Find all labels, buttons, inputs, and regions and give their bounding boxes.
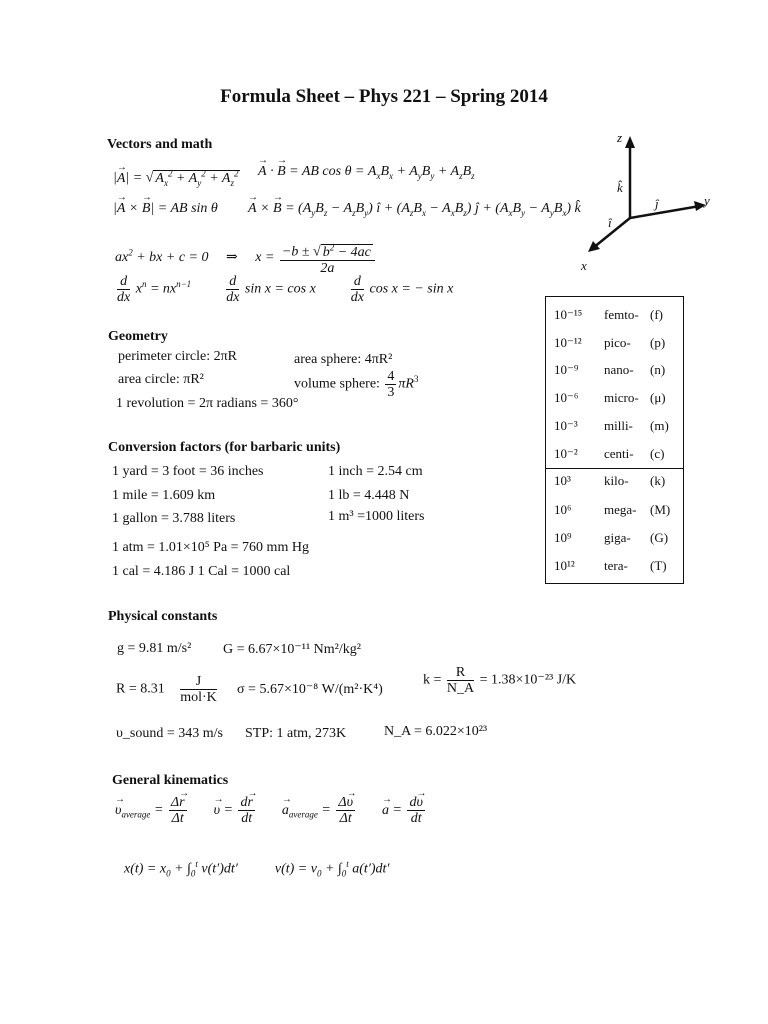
prefix-symbol: (m)	[650, 418, 669, 433]
constant-g: g = 9.81 m/s²	[117, 641, 192, 656]
formula-cross-magnitude: |→ A × → B| = AB sin θ	[113, 201, 218, 217]
section-heading-constants: Physical constants	[108, 609, 218, 624]
prefix-power: 10⁻³	[554, 418, 578, 433]
coordinate-axes-diagram	[575, 130, 725, 275]
gas-constant-value: R = 8.31	[116, 681, 165, 697]
formula-dot-product: → A · → B = AB $\cos \theta = A_xB_x + A_yB_y + A_zB_z$	[258, 164, 475, 181]
unit-vector-k: k̂	[617, 180, 623, 195]
prefix-power: 10⁻¹⁵	[554, 307, 583, 322]
unit-vector-j: ĵ	[655, 196, 659, 211]
prefix-name: centi-	[604, 446, 634, 461]
prefix-symbol: (μ)	[650, 390, 666, 405]
axis-label-x: x	[581, 258, 587, 273]
gas-constant-unit-numerator: J	[180, 674, 217, 690]
si-prefix-table	[545, 296, 684, 584]
prefix-power: 10⁶	[554, 502, 572, 517]
prefix-symbol: (k)	[650, 473, 666, 488]
axis-label-z: z	[617, 130, 623, 145]
section-heading-conversion: Conversion factors (for barbaric units)	[108, 440, 341, 455]
constant-speed-of-sound: υ_sound = 343 m/s	[116, 726, 224, 741]
constant-boltzmann	[423, 665, 576, 696]
constant-gas-constant	[116, 674, 219, 705]
boltzmann-denominator: N_A	[446, 681, 475, 696]
axis-label-y: y	[704, 193, 710, 208]
conversion-mile: 1 mile = 1.609 km	[112, 488, 216, 503]
prefix-power: 10⁹	[554, 530, 572, 545]
prefix-symbol: (T)	[650, 558, 667, 573]
conversion-cal: 1 cal = 4.186 J 1 Cal = 1000 cal	[112, 564, 291, 579]
prefix-symbol: (p)	[650, 335, 666, 350]
prefix-name: milli-	[604, 418, 633, 433]
prefix-name: nano-	[604, 362, 634, 377]
geometry-volume-sphere: volume sphere: $\frac{4}{3}$ $\pi R^3$	[294, 369, 419, 400]
prefix-power: 10⁻⁶	[554, 390, 579, 405]
prefix-power: 10¹²	[554, 558, 575, 573]
constant-gravitational: G = 6.67×10⁻¹¹ Nm²/kg²	[223, 642, 361, 657]
prefix-name: kilo-	[604, 473, 629, 488]
prefix-name: tera-	[604, 558, 628, 573]
formula-vector-magnitude: |→ A| = √ $A_x^2 + A_y^2 + A_z^2$	[113, 168, 240, 187]
prefix-power: 10³	[554, 473, 571, 488]
conversion-cubic-meter: 1 m³ =1000 liters	[328, 509, 425, 524]
conversion-inch: 1 inch = 2.54 cm	[328, 464, 423, 479]
boltzmann-numerator: R	[447, 665, 474, 681]
formula-kinematics-integrals: $x(t) = x_0 + \int_0^t$ v(t′)dt′ $v(t) = v_0 + \int_0^t$ a(t′)dt′	[124, 859, 390, 879]
geometry-revolution: 1 revolution = 2π radians = 360°	[116, 396, 299, 411]
conversion-atm: 1 atm = 1.01×10⁵ Pa = 760 mm Hg	[112, 540, 309, 555]
section-heading-kinematics: General kinematics	[112, 773, 229, 788]
section-heading-vectors: Vectors and math	[107, 137, 213, 152]
prefix-name: mega-	[604, 502, 637, 517]
prefix-name: femto-	[604, 307, 639, 322]
prefix-symbol: (M)	[650, 502, 671, 517]
prefix-power: 10⁻⁹	[554, 362, 579, 377]
geometry-volume-sphere-label: volume sphere:	[294, 376, 380, 392]
geometry-area-circle: area circle: πR²	[118, 372, 204, 387]
formula-quadratic-equation: $ax^2$ + bx + c = 0 ⇒ x = $\frac{-b \pm √ b^2 - 4ac}{2a}$	[115, 240, 377, 276]
prefix-symbol: (n)	[650, 362, 666, 377]
prefix-name: pico-	[604, 335, 631, 350]
section-heading-geometry: Geometry	[108, 329, 168, 344]
conversion-gallon: 1 gallon = 3.788 liters	[112, 511, 236, 526]
constant-avogadro: N_A = 6.022×10²³	[384, 724, 488, 739]
formula-derivatives: $\frac{d}{dx}$ $x^n = nx^{n-1}$ $\frac{d}{dx}$ sin x = cos x $\frac{d}{dx}$ cos x = − sin x	[117, 274, 454, 305]
prefix-symbol: (c)	[650, 446, 665, 461]
prefix-power: 10⁻²	[554, 446, 578, 461]
constant-stefan-boltzmann: σ = 5.67×10⁻⁸ W/(m²·K⁴)	[237, 682, 383, 697]
prefix-power: 10⁻¹²	[554, 335, 582, 350]
conversion-lb: 1 lb = 4.448 N	[328, 488, 410, 503]
prefix-symbol: (G)	[650, 530, 669, 545]
geometry-perimeter-circle: perimeter circle: 2πR	[118, 349, 238, 364]
page-title: Formula Sheet – Phys 221 – Spring 2014	[220, 86, 548, 107]
geometry-area-sphere: area sphere: 4πR²	[294, 352, 393, 367]
prefix-name: giga-	[604, 530, 631, 545]
conversion-yard: 1 yard = 3 foot = 36 inches	[112, 464, 264, 479]
prefix-table-divider	[546, 468, 683, 469]
boltzmann-lhs: k =	[423, 672, 442, 688]
prefix-symbol: (f)	[650, 307, 663, 322]
unit-vector-i: î	[608, 215, 612, 230]
gas-constant-unit-denominator: mol·K	[180, 690, 217, 705]
boltzmann-rhs: = 1.38×10⁻²³ J/K	[479, 672, 577, 688]
formula-cross-product: → A × → $B = (A_yB_z - A_zB_y)$ î + $(A_zB_x - A_xB_z)$ ĵ + $(A_xB_y - A_yB_x)$ k̂	[248, 201, 581, 218]
constant-stp: STP: 1 atm, 273K	[245, 726, 347, 741]
formula-kinematics-averages: → $\upsilon_{average}$ = $\frac{\Delta\to r}{\Delta t}$ → υ = $\frac{d\to r}{dt}$ → $a_{average}$ = $\frac{\Delta\to \upsilon}{\Delta t}$ → a = $\frac{d\to \upsilon}{dt}$	[115, 795, 427, 826]
prefix-name: micro-	[604, 390, 639, 405]
